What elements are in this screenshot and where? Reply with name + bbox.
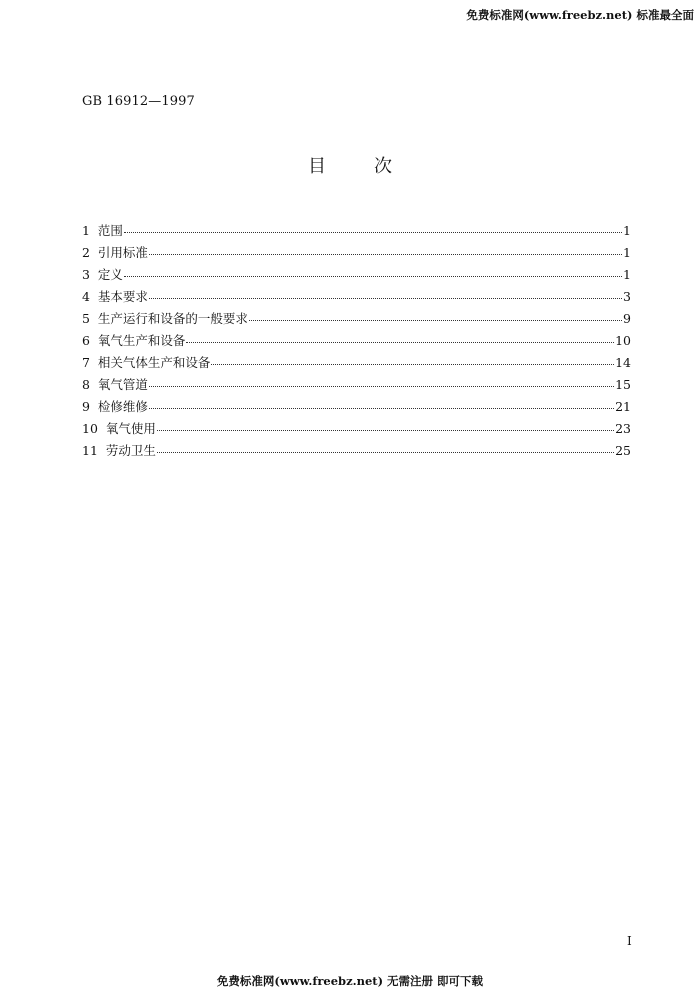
toc-dot-leader — [149, 254, 622, 255]
toc-dot-leader — [157, 430, 614, 431]
toc-entry-page: 23 — [615, 421, 631, 436]
toc-entry-label — [82, 378, 148, 392]
toc-entry[interactable] — [82, 400, 631, 422]
toc-entry-page: 1 — [623, 267, 631, 282]
toc-entry-number: 1 — [82, 223, 90, 238]
toc-entry-page: 25 — [615, 443, 631, 458]
watermark-bottom: 免费标准网(www.freebz.net) 无需注册 即可下载 — [216, 974, 484, 988]
toc-entry-text: 氧气生产和设备 — [97, 333, 186, 348]
toc-entry-text: 范围 — [97, 223, 123, 238]
toc-entry-number: 8 — [82, 377, 90, 392]
toc-entry-text: 劳动卫生 — [105, 443, 156, 458]
toc-entry-page: 21 — [615, 399, 631, 414]
toc-dot-leader — [124, 232, 622, 233]
toc-entry[interactable] — [82, 224, 631, 246]
toc-entry-number: 2 — [82, 245, 90, 260]
toc-entry-label — [82, 400, 148, 414]
toc-dot-leader — [149, 408, 614, 409]
toc-dot-leader — [149, 386, 614, 387]
toc-entry-text: 氧气使用 — [105, 421, 156, 436]
toc-entry-number: 5 — [82, 311, 90, 326]
toc-entry-text: 定义 — [97, 267, 123, 282]
toc-entry-text: 生产运行和设备的一般要求 — [97, 311, 248, 326]
toc-entry-label — [82, 224, 123, 238]
toc-entry-text: 引用标准 — [97, 245, 148, 260]
toc-entry-number: 11 — [82, 443, 98, 458]
toc-entry-page: 1 — [623, 245, 631, 260]
toc-entry-page: 3 — [623, 289, 631, 304]
toc-entry[interactable] — [82, 312, 631, 334]
page-number: I — [627, 934, 632, 948]
toc-entry[interactable] — [82, 334, 631, 356]
toc-entry-label — [82, 356, 210, 370]
toc-entry-label — [82, 334, 185, 348]
toc-entry[interactable] — [82, 246, 631, 268]
toc-entry-page: 14 — [615, 355, 631, 370]
toc-entry[interactable] — [82, 290, 631, 312]
toc-entry-label — [82, 290, 148, 304]
toc-entry-label — [82, 422, 156, 436]
toc-entry[interactable] — [82, 356, 631, 378]
toc-entry[interactable] — [82, 378, 631, 400]
toc-title: 目次 — [308, 156, 440, 177]
table-of-contents — [82, 224, 631, 466]
toc-entry[interactable] — [82, 268, 631, 290]
standard-code: GB 16912—1997 — [82, 94, 195, 109]
toc-entry-page: 9 — [623, 311, 631, 326]
toc-entry-number: 10 — [82, 421, 98, 436]
toc-entry-number: 3 — [82, 267, 90, 282]
toc-entry-label — [82, 246, 148, 260]
toc-entry-text: 相关气体生产和设备 — [97, 355, 211, 370]
toc-entry-page: 1 — [623, 223, 631, 238]
toc-entry[interactable] — [82, 444, 631, 466]
toc-entry[interactable] — [82, 422, 631, 444]
toc-entry-text: 检修维修 — [97, 399, 148, 414]
toc-dot-leader — [211, 364, 614, 365]
toc-entry-number: 6 — [82, 333, 90, 348]
toc-entry-number: 7 — [82, 355, 90, 370]
watermark-top: 免费标准网(www.freebz.net) 标准最全面 — [466, 8, 694, 22]
toc-entry-label — [82, 312, 248, 326]
toc-entry-number: 4 — [82, 289, 90, 304]
toc-dot-leader — [249, 320, 622, 321]
toc-dot-leader — [186, 342, 614, 343]
toc-dot-leader — [149, 298, 622, 299]
toc-dot-leader — [157, 452, 614, 453]
toc-entry-text: 氧气管道 — [97, 377, 148, 392]
toc-dot-leader — [124, 276, 622, 277]
toc-entry-number: 9 — [82, 399, 90, 414]
toc-entry-page: 10 — [615, 333, 631, 348]
toc-entry-text: 基本要求 — [97, 289, 148, 304]
toc-entry-label — [82, 444, 156, 458]
toc-entry-label — [82, 268, 123, 282]
toc-entry-page: 15 — [615, 377, 631, 392]
